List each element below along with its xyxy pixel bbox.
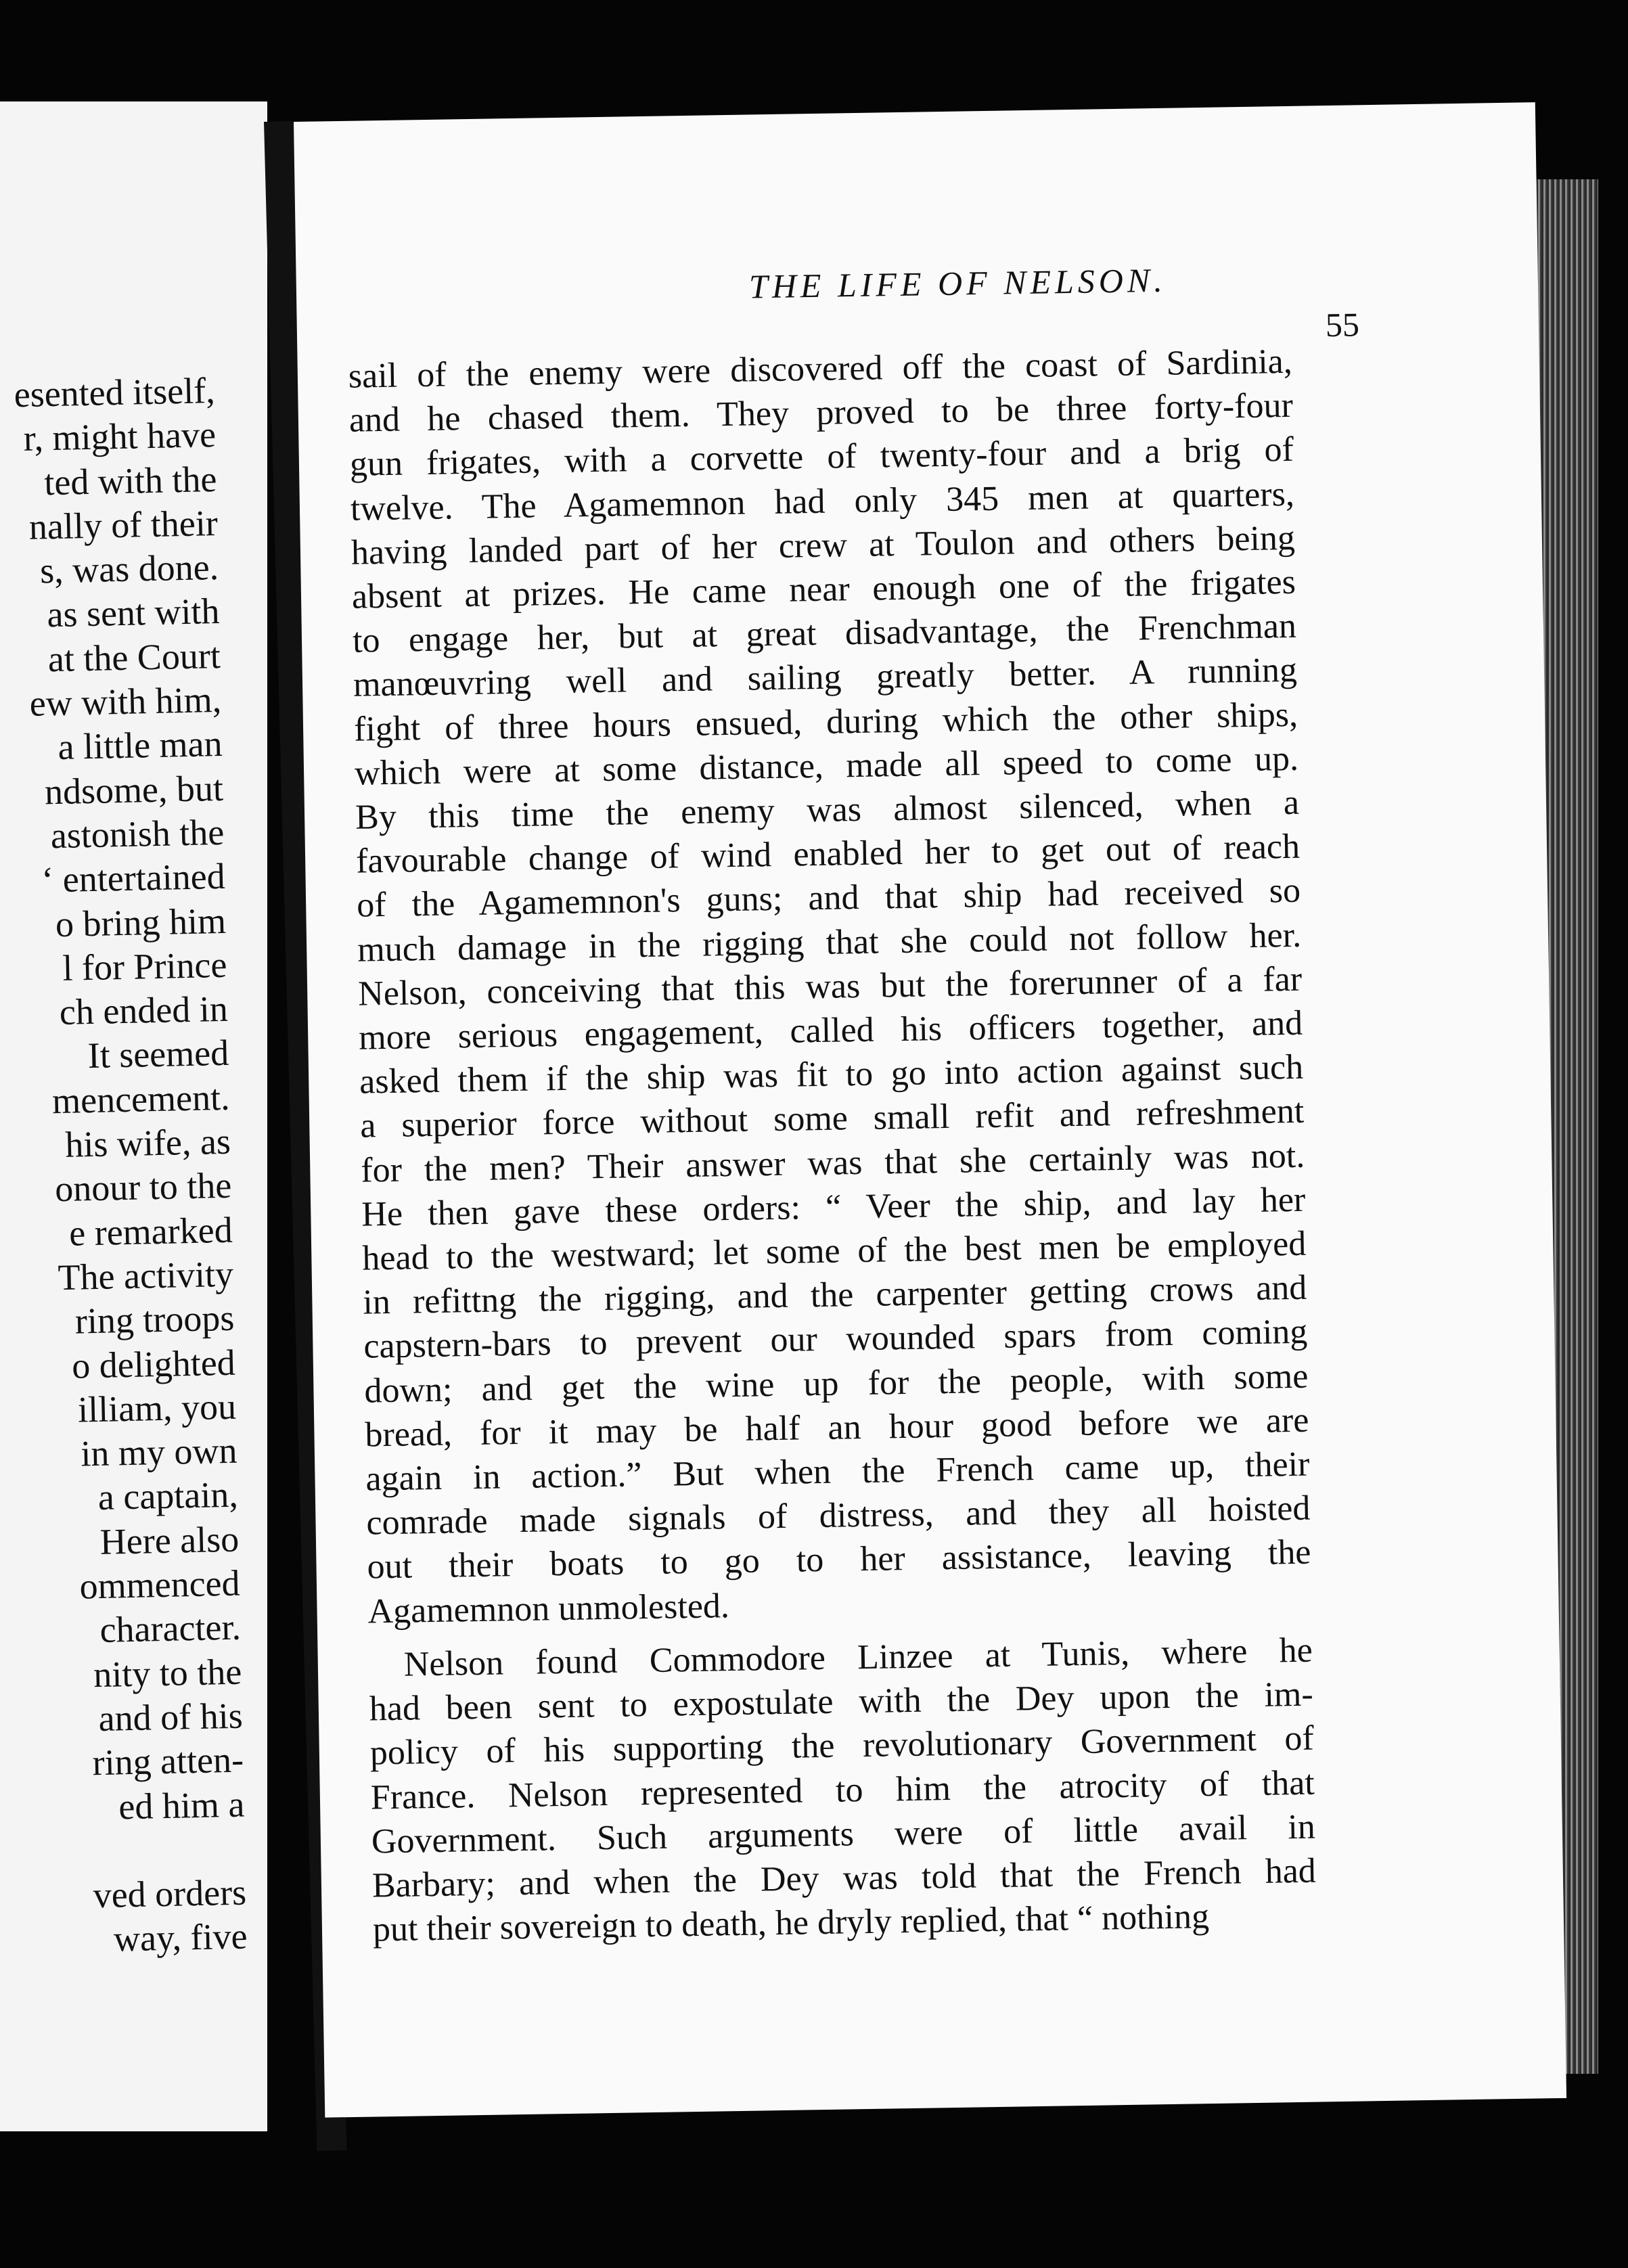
text-line: to engage her, but at great disadvantage, the Frenchman bbox=[352, 607, 1297, 660]
text-line: which were at some distance, made all speed to come up. bbox=[354, 739, 1299, 793]
text-line: more serious engagement, called his officers together, and bbox=[358, 1003, 1303, 1058]
left-page-line: ring atten- bbox=[92, 1739, 244, 1784]
left-page-line: nally of their bbox=[28, 502, 219, 547]
left-page-line: ved orders bbox=[93, 1872, 247, 1916]
left-page-line: s, was done. bbox=[39, 547, 219, 591]
text-line: comrade made signals of distress, and they all hoisted bbox=[366, 1489, 1311, 1543]
text-line: sail of the enemy were discovered off the coast of Sardinia, bbox=[348, 342, 1293, 396]
left-page-line: nity to the bbox=[93, 1651, 242, 1695]
text-line: favourable change of wind enabled her to get out of reach bbox=[355, 827, 1301, 881]
text-line: gun frigates, with a corvette of twenty-four and a brig of bbox=[349, 430, 1294, 484]
text-line: had been sent to expostulate with the Dey upon the im- bbox=[369, 1675, 1314, 1729]
paragraph-1 bbox=[348, 340, 1312, 1634]
page-number: 55 bbox=[1325, 305, 1360, 344]
text-line: twelve. The Agamemnon had only 345 men at quarters, bbox=[350, 474, 1295, 528]
book-page bbox=[294, 102, 1566, 2117]
text-line: Nelson found Commodore Linzee at Tunis, where he bbox=[403, 1631, 1313, 1684]
text-line: Agamemnon unmolested. bbox=[367, 1586, 730, 1631]
left-page-line: ommenced bbox=[79, 1562, 241, 1607]
text-line: head to the westward; let some of the best men be employed bbox=[361, 1224, 1307, 1278]
text-line: absent at prizes. He came near enough one of the frigates bbox=[351, 562, 1296, 616]
left-page-line: l for Prince bbox=[62, 944, 228, 989]
text-line: capstern-bars to prevent our wounded spars from coming bbox=[363, 1313, 1308, 1367]
left-page-line: ring troops bbox=[74, 1297, 235, 1342]
left-page-line: and of his bbox=[98, 1695, 244, 1739]
paragraph-2 bbox=[368, 1629, 1317, 1952]
text-line: down; and get the wine up for the people, with some bbox=[364, 1357, 1309, 1411]
text-line: out their boats to go to her assistance, leaving the bbox=[367, 1533, 1311, 1587]
text-line: Barbary; and when the Dey was told that the French had bbox=[371, 1851, 1317, 1905]
left-page-line: o delighted bbox=[71, 1342, 236, 1386]
text-line: manœuvring well and sailing greatly better. A running bbox=[353, 651, 1298, 705]
left-page-line: his wife, as bbox=[64, 1120, 231, 1165]
left-page-line: o bring him bbox=[55, 900, 227, 945]
left-facing-page bbox=[0, 101, 267, 2131]
left-page-line: e remarked bbox=[68, 1209, 233, 1254]
body-text bbox=[348, 340, 1317, 1952]
text-line: Nelson, conceiving that this was but the forerunner of a far bbox=[357, 959, 1303, 1014]
left-page-line bbox=[44, 1826, 246, 1874]
left-page-line: esented itself, bbox=[14, 369, 216, 415]
left-page-line: onour to the bbox=[54, 1165, 232, 1210]
left-page-line: ch ended in bbox=[59, 988, 229, 1033]
text-line: much damage in the rigging that she could not follow her. bbox=[357, 915, 1302, 970]
left-page-line: ew with him, bbox=[29, 679, 222, 724]
text-line: policy of his supporting the revolutionary Government of bbox=[369, 1719, 1315, 1773]
text-line: and he chased them. They proved to be three forty-four bbox=[348, 386, 1294, 440]
text-line: in refittng the rigging, and the carpenter getting crows and bbox=[362, 1268, 1307, 1322]
text-line: Government. Such arguments were of little avail in bbox=[371, 1807, 1316, 1861]
left-page-line: illiam, you bbox=[77, 1386, 237, 1430]
left-page-line: It seemed bbox=[87, 1033, 229, 1076]
running-head-text: THE LIFE OF NELSON. bbox=[748, 260, 1167, 306]
left-page-line: ed him a bbox=[118, 1784, 246, 1827]
left-page-line: in my own bbox=[80, 1430, 238, 1474]
left-page-line: r, might have bbox=[23, 414, 217, 459]
left-page-line: character. bbox=[99, 1606, 242, 1651]
text-line: put their sovereign to death, he dryly replied, that “ nothing bbox=[372, 1897, 1210, 1949]
left-page-line: mencement. bbox=[51, 1076, 231, 1122]
left-page-line: way, five bbox=[113, 1915, 248, 1959]
text-line: for the men? Their answer was that she certainly was not. bbox=[360, 1136, 1305, 1190]
left-page-line: ted with the bbox=[43, 458, 218, 503]
left-page-line: a little man bbox=[58, 723, 223, 768]
left-page-line: as sent with bbox=[46, 591, 221, 635]
left-page-line: at the Court bbox=[47, 635, 221, 680]
text-line: again in action.” But when the French came up, their bbox=[365, 1445, 1310, 1499]
left-page-line: The activity bbox=[58, 1253, 234, 1298]
left-page-text bbox=[14, 369, 248, 1963]
text-line: bread, for it may be half an hour good before we are bbox=[365, 1401, 1309, 1455]
text-line: a superior force without some small refit and refreshment bbox=[359, 1092, 1305, 1146]
text-line: fight of three hours ensued, during which the other ships, bbox=[353, 695, 1298, 749]
left-page-line: ndsome, but bbox=[44, 767, 224, 813]
text-line: France. Nelson represented to him the atrocity of that bbox=[370, 1763, 1315, 1817]
text-line: asked them if the ship was fit to go into action against such bbox=[359, 1047, 1304, 1102]
left-page-line: astonish the bbox=[50, 811, 225, 857]
left-page-line: ‘ entertained bbox=[41, 856, 226, 901]
text-line: By this time the enemy was almost silenced, when a bbox=[355, 783, 1300, 837]
text-line: of the Agamemnon's guns; and that ship had received so bbox=[356, 871, 1301, 926]
left-page-line: Here also bbox=[99, 1518, 240, 1562]
left-page-line: a captain, bbox=[97, 1474, 239, 1518]
text-line: having landed part of her crew at Toulon and others being bbox=[351, 518, 1296, 572]
text-line: He then gave these orders: “ Veer the ship, and lay her bbox=[361, 1180, 1306, 1234]
